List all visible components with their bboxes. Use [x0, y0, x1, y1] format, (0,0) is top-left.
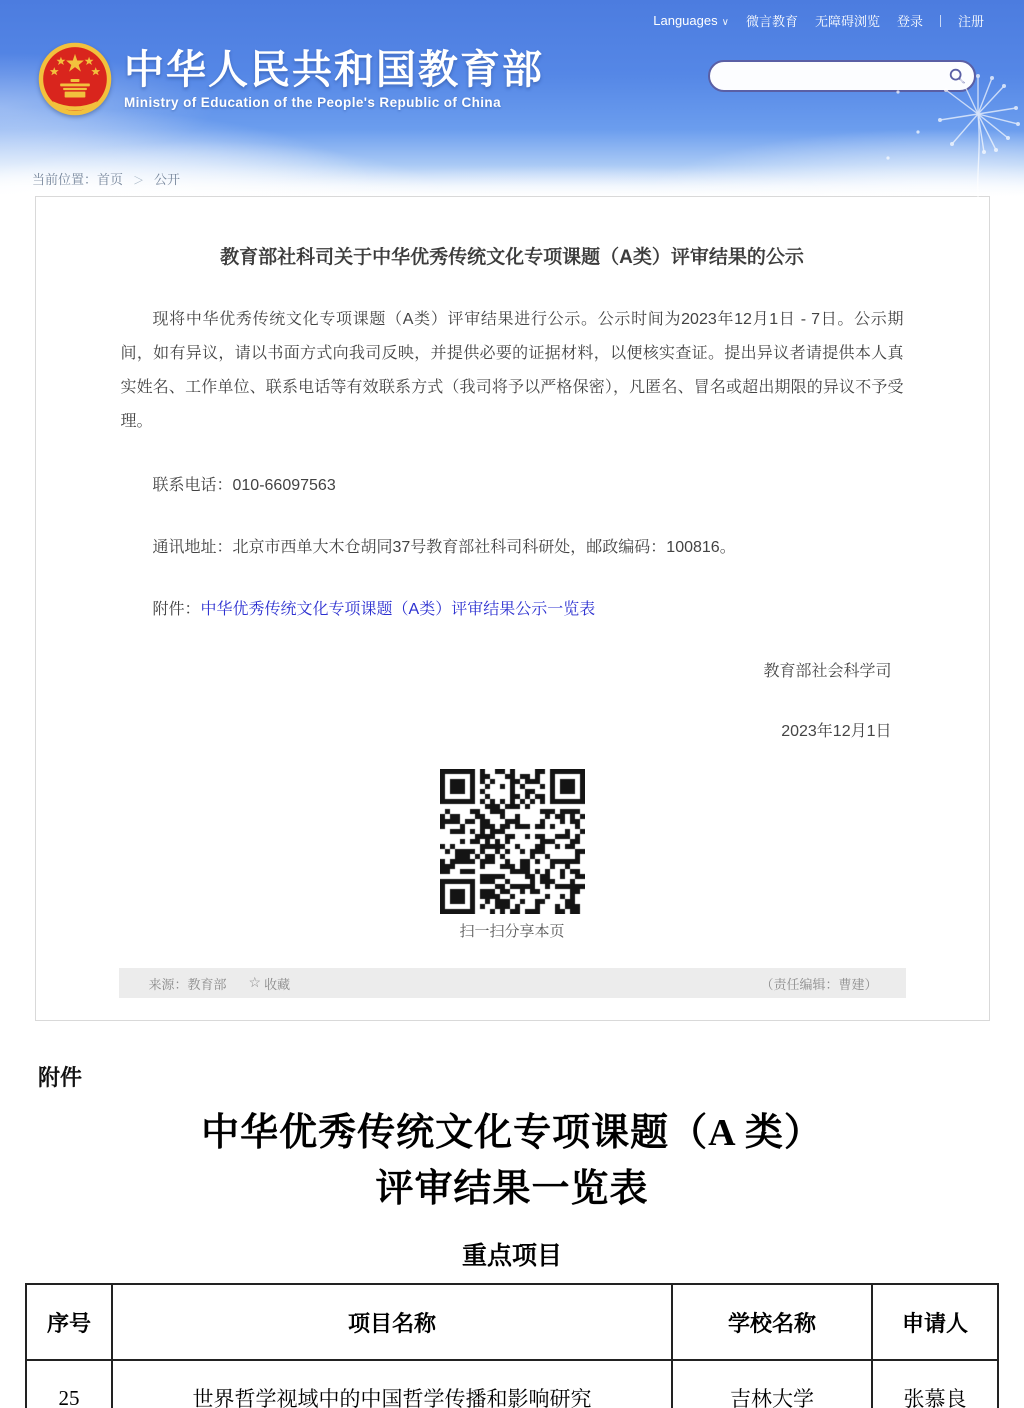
attachment-line	[121, 599, 904, 621]
article-meta-bar	[119, 968, 906, 998]
table-body	[26, 1360, 998, 1408]
favorite-button[interactable]	[249, 974, 291, 993]
mailing-address-line: 通讯地址：北京市西单大木仓胡同37号教育部社科司科研处，邮政编码：100816。	[152, 539, 736, 556]
chevron-right-icon: ＞	[133, 175, 145, 187]
brand	[38, 42, 544, 116]
site-header	[0, 0, 1024, 196]
doc-title-line2: 评审结果一览表	[375, 1168, 649, 1210]
signature: 教育部社会科学司	[763, 663, 892, 680]
breadcrumb-current-link[interactable]: 公开	[154, 172, 181, 187]
languages-menu[interactable]	[653, 13, 729, 28]
table-row	[26, 1360, 998, 1408]
topbar-link-accessibility[interactable]: 无障碍浏览	[814, 14, 880, 29]
qr-caption: 扫一扫分享本页	[459, 923, 565, 940]
attachment-link[interactable]: 中华优秀传统文化专项课题（A类）评审结果公示一览表	[200, 601, 596, 618]
table-header-cell: 序号	[26, 1284, 112, 1360]
article-title: 教育部社科司关于中华优秀传统文化专项课题（A类）评审结果的公示	[220, 247, 804, 268]
search-input[interactable]	[724, 69, 948, 84]
caret-down-icon: ∨	[721, 17, 729, 28]
table-header-row	[26, 1284, 998, 1360]
source-label: 来源：教育部	[148, 976, 227, 992]
table-cell: 25	[26, 1360, 112, 1408]
topbar-link-register[interactable]: 注册	[957, 14, 984, 29]
announcement-article	[35, 196, 990, 1021]
topbar	[653, 11, 984, 30]
star-icon: ☆	[248, 975, 262, 991]
qr-share-block	[121, 769, 904, 942]
doc-title-line1: 中华优秀传统文化专项课题（A 类）	[201, 1112, 823, 1154]
table-cell: 世界哲学视域中的中国哲学传播和影响研究	[112, 1360, 672, 1408]
table-cell: 张慕良	[872, 1360, 998, 1408]
topbar-link-weiyan-edu[interactable]: 微言教育	[745, 14, 798, 29]
site-title: 中华人民共和国教育部	[124, 48, 544, 92]
breadcrumb-home-link[interactable]: 首页	[97, 172, 124, 187]
breadcrumb-label: 当前位置：	[32, 172, 98, 187]
breadcrumb	[32, 169, 180, 188]
topbar-link-login[interactable]: 登录	[896, 14, 923, 29]
site-subtitle: Ministry of Education of the People's Republic of China	[124, 95, 501, 110]
table-cell: 吉林大学	[672, 1360, 872, 1408]
attachment-document	[0, 1063, 1024, 1408]
favorite-label: 收藏	[264, 976, 291, 992]
results-table	[25, 1283, 999, 1408]
publish-date: 2023年12月1日	[781, 723, 892, 740]
doc-title	[0, 1105, 1024, 1217]
article-paragraph: 现将中华优秀传统文化专项课题（A类）评审结果进行公示。公示时间为2023年12月1日 - 7日。公示期间，如有异议，请以书面方式向我司反映，并提供必要的证据材料，以便核实查证。提出异议者请提供本人真实姓名、工作单位、联系电话等有效联系方式（我司将予以严格保密），凡匿名、冒名或超出期限的异议不予受理。	[120, 311, 904, 430]
topbar-divider	[940, 15, 941, 27]
table-header-cell: 申请人	[872, 1284, 998, 1360]
attachment-label: 附件：	[152, 601, 201, 618]
qr-code	[440, 769, 585, 914]
contact-phone-line: 联系电话：010-66097563	[152, 477, 336, 494]
search-box[interactable]	[708, 60, 976, 92]
national-emblem-logo	[38, 42, 112, 116]
meta-left	[149, 974, 291, 993]
table-header-cell: 项目名称	[112, 1284, 672, 1360]
languages-label: Languages	[653, 13, 718, 28]
attachment-heading: 附件	[38, 1065, 83, 1090]
search-icon[interactable]	[948, 67, 966, 85]
editor-note: （责任编辑：曹建）	[760, 976, 878, 992]
section-title: 重点项目	[461, 1242, 562, 1270]
table-header-cell: 学校名称	[672, 1284, 872, 1360]
